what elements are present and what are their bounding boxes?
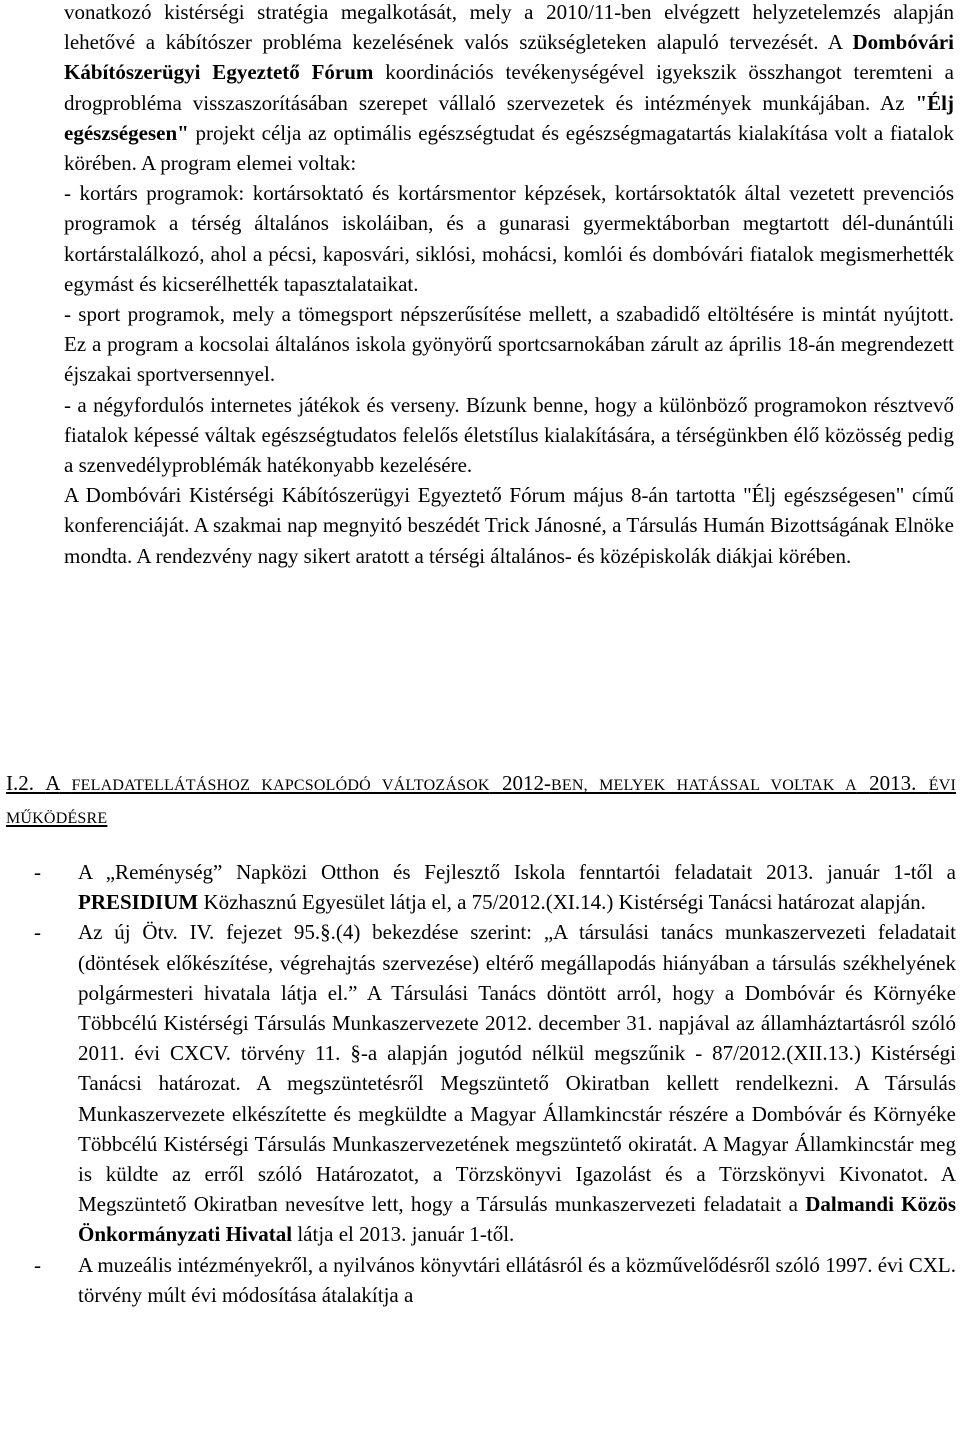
text-run: Közhasznú Egyesület látja el, a 75/2012.(XI.14.) Kistérségi Tanácsi határozat alapján. [198,890,926,915]
bold-office-name: Dalmandi Közös Önkormányzati Hivatal [78,1192,957,1247]
text-run: Az új Ötv. IV. fejezet 95.§.(4) bekezdése szerint: „A társulási tanács munkaszervezeti feladatait (döntések előkészítése, végrehajtás szervezése) eltérő megállapodás hiányában a társulás székhelyének polgármesteri hivatala látja el.” A Társulási Tanács döntött arról, hogy a Dombóvár és Környéke Többcélú Kistérségi Társulás Munkaszervezete 2012. december 31. napjával az államháztartásról szóló 2011. évi CXCV. törvény 11. §-a alapján jogutód nélkül megszűnik - 87/2012.(XII.13.) Kistérségi Tanácsi határozat. A megszüntetésről Megszüntető Okiratban kellett rendelkezni. A Társulás Munkaszervezete elkészítette és megküldte a Magyar Államkincstár részére a Dombóvár és Környéke Többcélú Kistérségi Társulás Munkaszervezetének megszüntető okiratát. A Magyar Államkincstár meg is küldte az erről szóló Határozatot, a Törzskönyvi Igazolást és a Törzskönyvi Kivonatot. A Megszüntető Okiratban nevesítve lett, hogy a Társulás munkaszervezeti feladatait a [78,920,956,1217]
heading-word: A [45,771,60,795]
list-dash: - [34,920,41,945]
text-run: projekt célja az optimális egészségtudat és egészségmagatartás kialakítása volt a fiatalok körében. [64,120,954,176]
paragraph-peer-programs: - kortárs programok: kortársoktató és kortársmentor képzések, kortársoktatók által vezetett prevenciós programok a térség általános iskoláiban, és a gunarasi gyermektáborban megtartott dél-dunántúli kortárstalálkozó, ahol a pécsi, kaposvári, siklósi, mohácsi, komlói és dombóvári fiatalok megismerhették egymást és kicserélhették tapasztalataikat. [64,181,954,296]
bold-project-name: "Élj egészségesen" [64,90,954,145]
text-run: koordinációs tevékenységével igyekszik összhangot teremteni a drogprobléma visszaszorításában szerepet vállaló szervezetek és intézmények munkájában. Az [64,60,954,115]
text-run: vonatkozó kistérségi stratégia megalkotását, mely a 2010/11-ben elvégzett helyzetelemzés alapján lehetővé a kábítószer probléma kezelésének valós szükségleteken alapuló tervezését. A [64,0,954,55]
intro-section [64,0,954,571]
bold-forum-name: Dombóvári Kábítószerügyi Egyeztető Fórum [64,30,954,85]
paragraph-conference: A Dombóvári Kistérségi Kábítószerügyi Egyeztető Fórum május 8-án tartotta "Élj egészségesen" című konferenciáját. A szakmai nap megnyitó beszédét Trick Jánosné, a Társulás Humán Bizottságának Elnöke mondta. A rendezvény nagy sikert aratott a térségi általános- és középiskolák diákjai körében. [64,483,954,568]
list-dash: - [34,860,41,884]
heading-year: 2013. [869,771,917,795]
text-run: A muzeális intézményekről, a nyilvános könyvtári ellátásról és a közművelődésről szóló 1997. évi CXL. törvény múlt évi módosítása átalakítja a [78,1252,956,1307]
heading-word: ÉVI MŰKÖDÉSRE [6,777,957,827]
list-dash: - [34,1252,41,1277]
heading-number: I.2. [6,771,34,795]
text-run: A program elemei voltak: [136,151,357,176]
heading-year: 2012- [502,771,552,795]
section-heading [6,768,956,834]
heading-word: BEN, MELYEK HATÁSSAL VOLTAK A [551,777,857,794]
list-item [34,857,956,917]
paragraph-forum [64,0,954,178]
paragraph-sport-programs: - sport programok, mely a tömegsport népszerűsítése mellett, a szabadidő eltöltésére is mintát nyújtott. Ez a program a kocsolai általános iskola gyönyörű sportcsarnokában zárult az április 18-án megrendezett éjszakai sportversennyel. [64,302,954,387]
list-item [34,917,956,1249]
text-run: A „Reménység” Napközi Otthon és Fejlesztő Iskola fenntartói feladatait 2013. január 1-től a [78,860,956,884]
list-item [34,1250,956,1310]
bold-presidium: PRESIDIUM [78,890,199,915]
paragraph-internet-games: - a négyfordulós internetes játékok és verseny. Bízunk benne, hogy a különböző programokon résztvevő fiatalok képessé váltak egészségtudatos felelős életstílus kialakítására, a térségünkben élő közösség pedig a szenvedélyproblémák hatékonyabb kezelésére. [64,392,954,478]
changes-list [34,857,956,1310]
heading-word: FELADATELLÁTÁSHOZ KAPCSOLÓDÓ VÁLTOZÁSOK [71,777,490,794]
text-run: látja el 2013. január 1-től. [292,1222,515,1247]
